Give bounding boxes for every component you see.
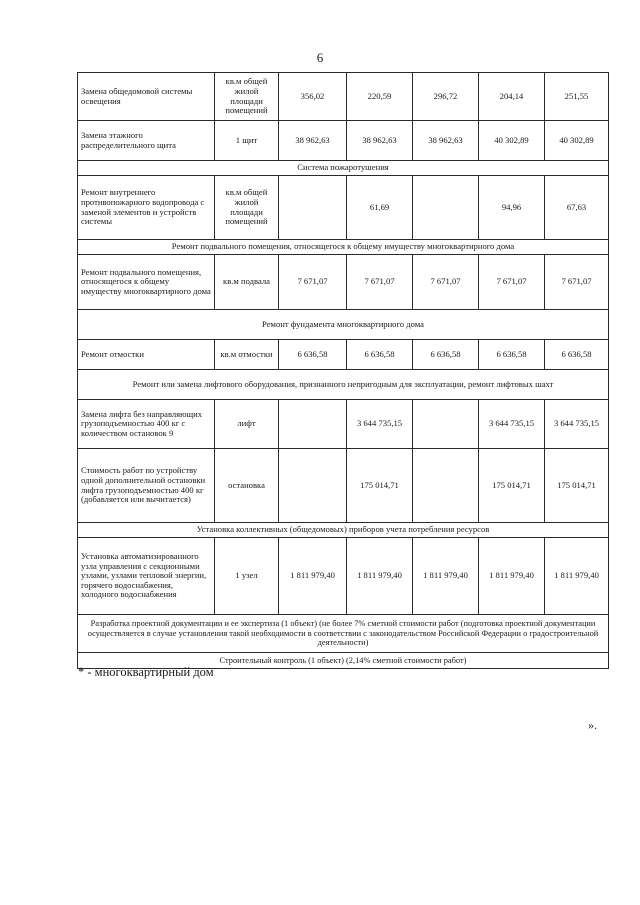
cost-value-cell: 6 636,58 [413,340,479,370]
cost-value-cell: 3 644 735,15 [545,400,609,449]
page-number: 6 [316,50,324,65]
table-row [78,538,609,615]
cost-value-cell: 6 636,58 [545,340,609,370]
work-name-cell: Ремонт отмостки [78,340,215,370]
cost-value-cell [279,400,347,449]
note-text: Разработка проектной документации и ее экспертиза (1 объект) (не более 7% сметной стоимости работ (подготовка проектной документации осуществляется в случае установления такой необходимости в соответствии с законодательством Российской Федерации о градостроительной деятельности) [78,615,609,653]
cost-value-cell: 6 636,58 [347,340,413,370]
cost-value-cell: 251,55 [545,73,609,121]
cost-value-cell: 296,72 [413,73,479,121]
cost-value-cell: 3 644 735,15 [479,400,545,449]
cost-value-cell: 7 671,07 [279,255,347,310]
cost-value-cell [279,449,347,523]
work-name-cell: Установка автоматизированного узла управления с секционными узлами, узлами тепловой энергии, горячего водоснабжения, холодного водоснабжения [78,538,215,615]
unit-cell: лифт [215,400,279,449]
section-header-row [78,240,609,255]
cost-value-cell: 6 636,58 [279,340,347,370]
unit-cell: кв.м общей жилой площади помещений [215,73,279,121]
cost-value-cell: 61,69 [347,176,413,240]
work-name-cell: Замена лифта без направляющих грузоподъемностью 400 кг с количеством остановок 9 [78,400,215,449]
table-row [78,255,609,310]
note-text: Строительный контроль (1 объект) (2,14% сметной стоимости работ) [78,653,609,669]
cost-value-cell: 40 302,89 [545,121,609,161]
cost-value-cell [413,400,479,449]
cost-value-cell: 1 811 979,40 [413,538,479,615]
work-name-cell: Стоимость работ по устройству одной дополнительной остановки лифта грузоподъемностью 400 кг (добавляется или вычитается) [78,449,215,523]
cost-value-cell: 94,96 [479,176,545,240]
cost-value-cell: 175 014,71 [479,449,545,523]
cost-value-cell: 204,14 [479,73,545,121]
cost-value-cell: 1 811 979,40 [545,538,609,615]
cost-value-cell: 38 962,63 [413,121,479,161]
section-title: Система пожаротушения [78,161,609,176]
cost-value-cell: 3 644 735,15 [347,400,413,449]
cost-value-cell: 220,59 [347,73,413,121]
cost-value-cell: 38 962,63 [347,121,413,161]
table-row [78,73,609,121]
work-name-cell: Замена этажного распределительного щита [78,121,215,161]
section-header-row [78,370,609,400]
table-row [78,176,609,240]
section-title: Установка коллективных (общедомовых) приборов учета потребления ресурсов [78,523,609,538]
cost-value-cell: 1 811 979,40 [347,538,413,615]
section-header-row [78,523,609,538]
cost-value-cell [413,176,479,240]
cost-value-cell [279,176,347,240]
note-row [78,615,609,653]
cost-value-cell: 67,63 [545,176,609,240]
unit-cell: кв.м отмостки [215,340,279,370]
cost-value-cell: 7 671,07 [479,255,545,310]
unit-cell: кв.м общей жилой площади помещений [215,176,279,240]
section-title: Ремонт подвального помещения, относящегося к общему имуществу многоквартирного дома [78,240,609,255]
table-row [78,449,609,523]
cost-value-cell: 7 671,07 [347,255,413,310]
footnote: * - многоквартирный дом [78,665,214,679]
unit-cell: остановка [215,449,279,523]
unit-cell: 1 щит [215,121,279,161]
table-row [78,340,609,370]
unit-cell: кв.м подвала [215,255,279,310]
table-row [78,121,609,161]
cost-value-cell [413,449,479,523]
section-title: Ремонт или замена лифтового оборудования, признанного непригодным для эксплуатации, ремонт лифтовых шахт [78,370,609,400]
work-name-cell: Замена общедомовой системы освещения [78,73,215,121]
cost-value-cell: 1 811 979,40 [479,538,545,615]
cost-value-cell: 356,02 [279,73,347,121]
cost-value-cell: 7 671,07 [545,255,609,310]
cost-value-cell: 40 302,89 [479,121,545,161]
cost-value-cell: 175 014,71 [545,449,609,523]
section-header-row [78,310,609,340]
unit-cell: 1 узел [215,538,279,615]
cost-value-cell: 175 014,71 [347,449,413,523]
cost-table [77,72,609,669]
work-name-cell: Ремонт подвального помещения, относящегося к общему имуществу многоквартирного дома [78,255,215,310]
cost-value-cell: 38 962,63 [279,121,347,161]
section-title: Ремонт фундамента многоквартирного дома [78,310,609,340]
work-name-cell: Ремонт внутреннего противопожарного водопровода с заменой элементов и устройств системы [78,176,215,240]
closing-quote: ». [588,718,597,732]
cost-value-cell: 1 811 979,40 [279,538,347,615]
table-row [78,400,609,449]
cost-value-cell: 7 671,07 [413,255,479,310]
cost-value-cell: 6 636,58 [479,340,545,370]
section-header-row [78,161,609,176]
